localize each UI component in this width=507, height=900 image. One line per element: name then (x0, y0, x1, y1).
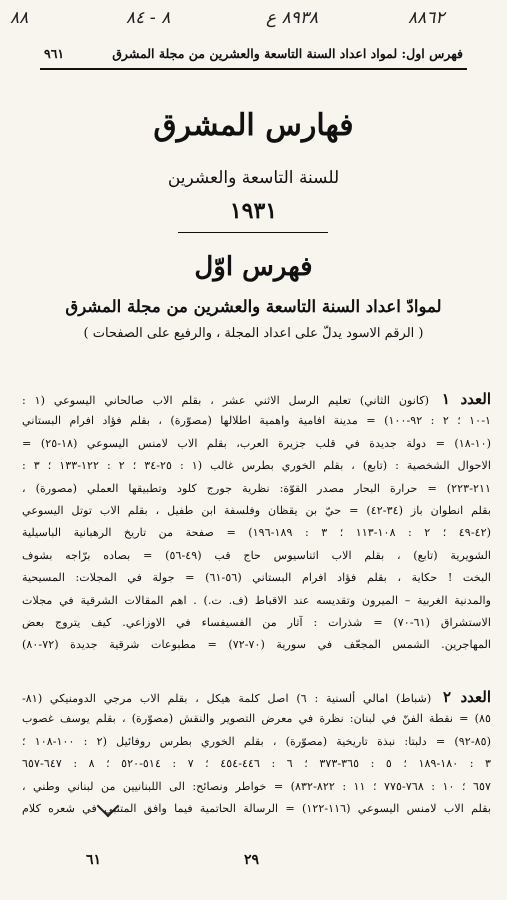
issue-1-line: (٤٢-٤٩ ؛ ٢ : ١٠٨-١١٣ ؛ ٣ : ١٨٩-١٩٦) = صفحة من تاريخ الرهبانية الباسيلية (22, 526, 491, 540)
running-header-page-number: ٩٦١ (44, 45, 65, 61)
running-header (44, 40, 463, 66)
issue-2-line: ٦٥٧ ؛ ١٠ : ٧٦٨-٧٧٥ ؛ ١١ : ٨٢٢-٨٣٢) = خواطر ونصائح: الى اللبنانيين من لبناني وطني ، (22, 779, 491, 793)
issue-1-line: الاحوال الشخصية : (تابع) ، بقلم الخوري بطرس غالب (١ : ٢٥-٣٤ ؛ ٢ : ١٢٢-١٣٣ ؛ ٣ : (22, 459, 491, 473)
issue-1-line: (كانون الثاني) تعليم الرسل الاثني عشر ، بقلم الاب صالحاني اليسوعي (١ : (22, 394, 430, 407)
running-header-title: فهرس اول: لمواد اعداد السنة التاسعة والعشرين من مجلة المشرق (112, 45, 463, 61)
issue-1-line: المهاجرين. الشمس المجعّف في سورية (٧٠-٧٢) = مطبوعات شرقية جديدة (٧٢-٨٠) (22, 638, 491, 652)
issue-2-line: ٨٥) = نقطة الفنّ في لبنان: نظرة في معرض التصوير والنقش (مصوّرة) ، بقلم يوسف غصوب (22, 712, 491, 726)
issue-2-line: بقلم الاب لامنس اليسوعي (١١٦-١٢٢) = الرسالة الحاتمية فيما وافق المتنبي في شعره كلام (22, 801, 491, 815)
page-footer (0, 852, 507, 872)
issue-1-entry (22, 388, 491, 657)
issue-2-entry (22, 686, 491, 820)
issue-1-line: البخت ! حكاية ، بقلم فؤاد افرام البستاني (٥٦-٦١) = جولة في المجلات: المسيحية (22, 571, 491, 585)
issue-2-first-line (22, 686, 491, 708)
issue-1-line: ٢١١-٢٢٣) = حرارة البحار مصدر القوّة: نظرية جورج كلود وتطبيقها العملي (مصورة) ، (22, 481, 491, 495)
masthead-title: فهارس المشرق (153, 108, 354, 143)
handwritten-number: ٨٩٣٨ ع (266, 8, 319, 28)
issue-1-line: (١٠-١٨) = دولة جديدة في قلب جزيرة العرب، بقلم الاب لامنس اليسوعي (١٨-٢٥) = (22, 436, 491, 450)
masthead-subtitle: للسنة التاسعة والعشرين (167, 168, 340, 188)
handwritten-number: ٨٨ (10, 8, 29, 28)
section-subtitle: لموادّ اعداد السنة التاسعة والعشرين من مجلة المشرق (65, 297, 442, 316)
handwritten-catalog-numbers (8, 8, 497, 34)
section-title: فهرس اوّل (194, 252, 313, 282)
issue-1-first-line (22, 388, 491, 410)
issue-2-line: ٣ : ١٨٠-١٨٩ ؛ ٥ : ٣٦٥-٣٧٣ ؛ ٦ : ٤٤٦-٤٥٤ ؛ ٧ : ٥١٤-٥٢٠ ؛ ٨ : ٦٤٧-٦٥٧ (22, 757, 491, 771)
footer-page-number-left: ٦١ (86, 852, 102, 868)
masthead-year: ١٩٣١ (229, 198, 278, 224)
issue-2-line: (شباط) امالي ألسنية : ٦) اصل كلمة هيكل ، بقلم الاب مرجي الدومنيكي (٨١- (22, 692, 432, 705)
issue-1-line: ١-١٠ ؛ ٢ : ٩٢-١٠٠) = مدينة افامية واهمية اطلالها (مصوّرة) ، بقلم فؤاد افرام البستاني (22, 414, 491, 428)
issue-2-line: (٨٥-٩٢) = دلبتا: نبذة تاريخية (مصوّرة) ، بقلم الخوري بطرس روفائيل (٢ : ١٠٠-١٠٨ ؛ (22, 734, 491, 748)
handwritten-number: ٨ - ٨٤ (126, 8, 171, 28)
issue-1-line: والمدنية الغربية – الميرون وتقديسه عند الاقباط (ف. ت.) . اهم المقالات الشرقية في مجلات (22, 593, 491, 607)
year-rule (178, 232, 328, 233)
issue-1-line: الاستشراق (٦١-٧٠) = شذرات : آثار من الفسيفساء في الاوزاعي. كيف يتروج بعض (22, 615, 491, 629)
footer-page-number-right: ٢٩ (244, 852, 260, 868)
issue-1-line: بقلم انطوان باز (٣٤-٤٢) = حيّ بن يقظان وفلسفة ابن طفيل ، بقلم الاب توتل اليسوعي (22, 503, 491, 517)
header-rule (40, 68, 467, 70)
issue-2-label: العدد ٢ (443, 688, 491, 706)
section-note: ( الرقم الاسود يدلّ على اعداد المجلة ، والرفيع على الصفحات ) (83, 326, 424, 341)
handwritten-number: ٨٨٦٢ (408, 8, 445, 28)
issue-1-label: العدد ١ (441, 390, 491, 408)
issue-1-line: الشويرية (تابع) ، بقلم الاب اثناسيوس حاج قب (٤٩-٥٦) = بصاده برّاجه بشوف (22, 548, 491, 562)
